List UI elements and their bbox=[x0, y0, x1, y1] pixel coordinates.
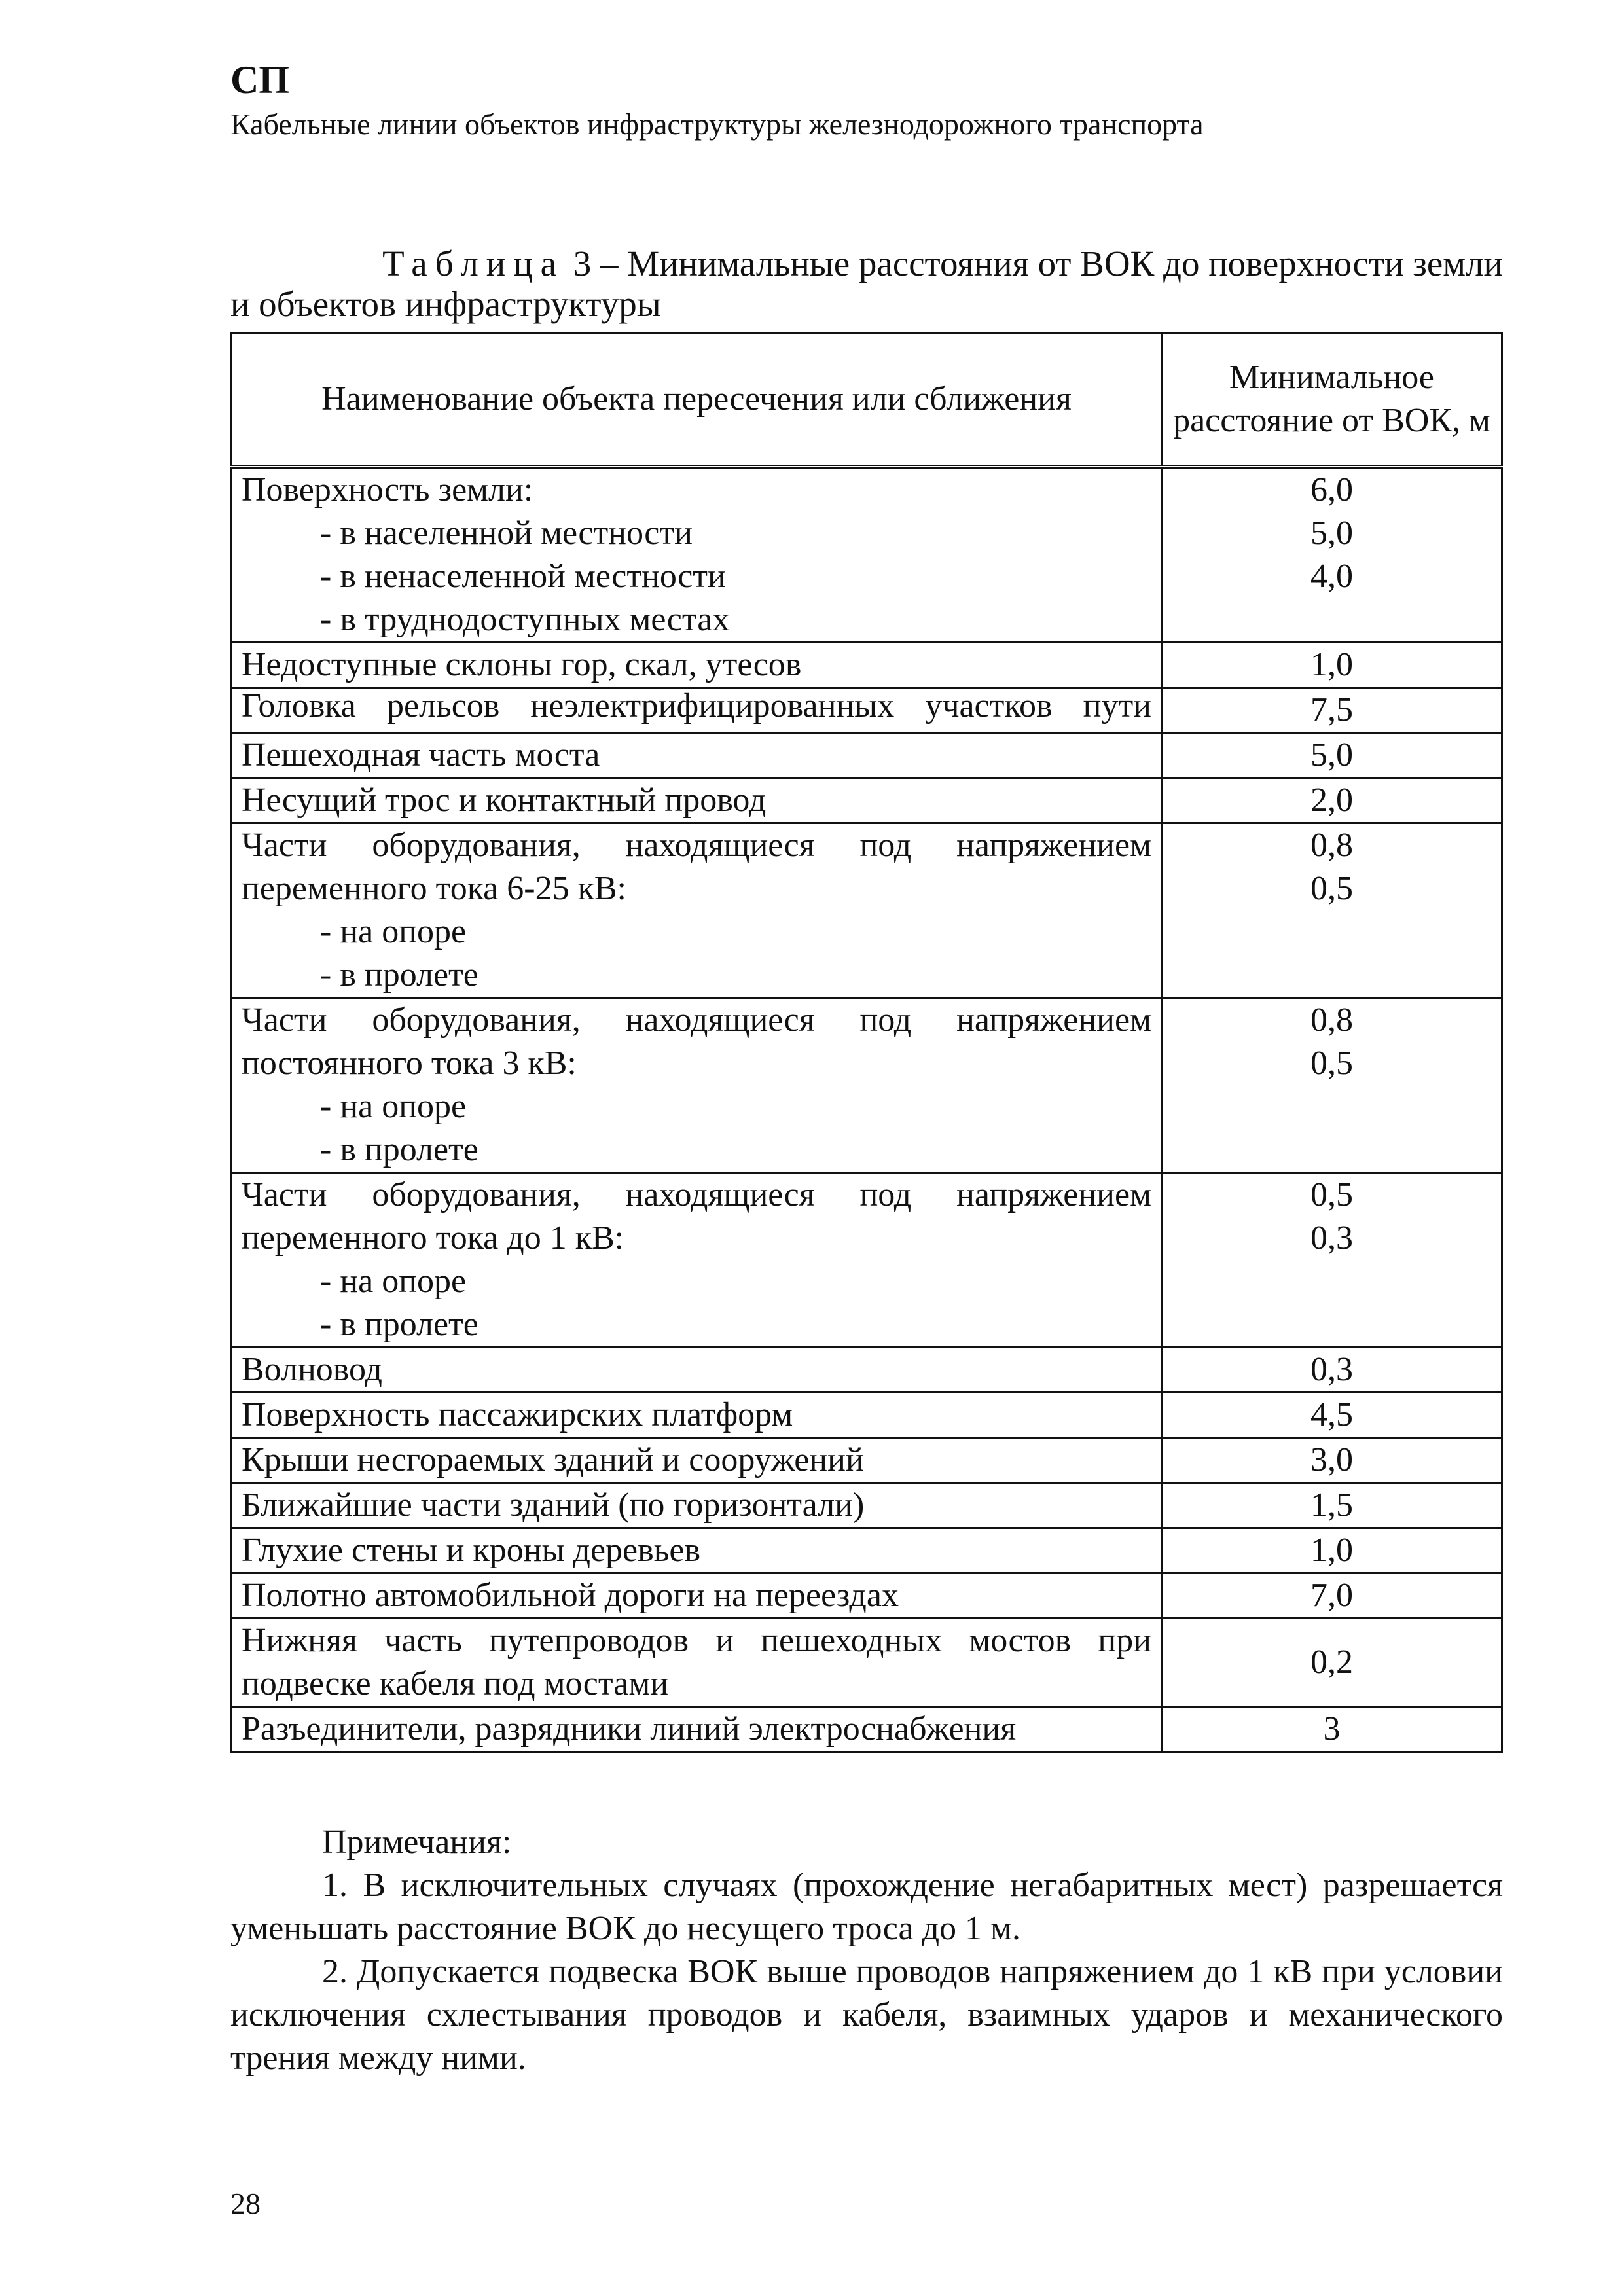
row-name: Крыши несгораемых зданий и сооружений bbox=[232, 1438, 1162, 1483]
row-name: Части оборудования, находящиеся под напряжением переменного тока 6-25 кВ: - на опоре - в пролете bbox=[232, 823, 1162, 998]
table-caption-label: Таблица bbox=[382, 243, 565, 283]
row-name: Недоступные склоны гор, скал, утесов bbox=[232, 643, 1162, 688]
table-row bbox=[232, 1393, 1502, 1438]
table-row bbox=[232, 823, 1502, 998]
row-value bbox=[1162, 823, 1502, 998]
row-name: Поверхность земли: - в населенной местности - в ненаселенной местности - в труднодоступных местах bbox=[232, 467, 1162, 643]
row-name: Волновод bbox=[232, 1348, 1162, 1393]
row-name: Полотно автомобильной дороги на переездах bbox=[232, 1573, 1162, 1619]
row-name: Головка рельсов неэлектрифицированных участков пути bbox=[232, 688, 1162, 733]
row-name: Поверхность пассажирских платформ bbox=[232, 1393, 1162, 1438]
table-row bbox=[232, 1483, 1502, 1528]
header-name: Наименование объекта пересечения или сближения bbox=[232, 333, 1162, 467]
row-sub-name: - в населенной местности bbox=[320, 514, 693, 552]
table-row bbox=[232, 643, 1502, 688]
row-value bbox=[1162, 1173, 1502, 1348]
header-value: Минимальное расстояние от ВОК, м bbox=[1162, 333, 1502, 467]
row-sub-value: 0,3 bbox=[1310, 1219, 1353, 1257]
table-row bbox=[232, 1573, 1502, 1619]
table-row bbox=[232, 733, 1502, 778]
row-sub-value: 0,5 bbox=[1310, 1045, 1353, 1082]
row-value: 4,5 bbox=[1162, 1393, 1502, 1438]
document-code: СП bbox=[230, 58, 289, 101]
row-sub-value: 0,5 bbox=[1310, 1176, 1353, 1213]
row-value: 7,0 bbox=[1162, 1573, 1502, 1619]
row-value: 1,0 bbox=[1162, 1528, 1502, 1573]
row-value: 7,5 bbox=[1162, 688, 1502, 733]
row-name: Ближайшие части зданий (по горизонтали) bbox=[232, 1483, 1162, 1528]
row-value: 1,5 bbox=[1162, 1483, 1502, 1528]
row-sub-value: 5,0 bbox=[1310, 514, 1353, 552]
row-value bbox=[1162, 998, 1502, 1173]
row-value: 3 bbox=[1162, 1707, 1502, 1752]
row-name: Разъединители, разрядники линий электроснабжения bbox=[232, 1707, 1162, 1752]
row-sub-name: - в пролете bbox=[320, 1306, 478, 1343]
row-value: 2,0 bbox=[1162, 778, 1502, 823]
row-sub-value: 4,0 bbox=[1310, 558, 1353, 595]
row-name: Пешеходная часть моста bbox=[232, 733, 1162, 778]
document-subtitle: Кабельные линии объектов инфраструктуры железнодорожного транспорта bbox=[230, 107, 1204, 141]
table-caption-line1 bbox=[230, 243, 1503, 284]
table-row bbox=[232, 1528, 1502, 1573]
row-value: 1,0 bbox=[1162, 643, 1502, 688]
table-caption bbox=[230, 243, 1503, 325]
row-sub-value: 6,0 bbox=[1310, 471, 1353, 509]
table-row bbox=[232, 688, 1502, 733]
table-row bbox=[232, 1173, 1502, 1348]
row-value: 0,2 bbox=[1162, 1619, 1502, 1707]
table-header-row bbox=[232, 333, 1502, 467]
table-row bbox=[232, 1438, 1502, 1483]
row-sub-name: - в труднодоступных местах bbox=[320, 601, 730, 638]
row-name: Несущий трос и контактный провод bbox=[232, 778, 1162, 823]
table-caption-text: 3 – Минимальные расстояния от ВОК до поверхности земли bbox=[573, 243, 1503, 283]
table-row bbox=[232, 1348, 1502, 1393]
table-row bbox=[232, 1707, 1502, 1752]
row-value: 3,0 bbox=[1162, 1438, 1502, 1483]
notes-section bbox=[230, 1821, 1503, 2080]
row-value bbox=[1162, 467, 1502, 643]
distances-table bbox=[230, 332, 1503, 1753]
row-name: Нижняя часть путепроводов и пешеходных мостов при подвеске кабеля под мостами bbox=[232, 1619, 1162, 1707]
row-sub-value: 0,5 bbox=[1310, 870, 1353, 907]
note-item: 2. Допускается подвеска ВОК выше проводов напряжением до 1 кВ при условии исключения схлестывания проводов и кабеля, взаимных ударов и механического трения между ними. bbox=[230, 1953, 1503, 2077]
row-sub-name: - в ненаселенной местности bbox=[320, 558, 726, 595]
table-row bbox=[232, 1619, 1502, 1707]
notes-title: Примечания: bbox=[322, 1823, 512, 1861]
table-caption-line2: и объектов инфраструктуры bbox=[230, 284, 661, 325]
row-name: Части оборудования, находящиеся под напряжением постоянного тока 3 кВ: - на опоре - в пролете bbox=[232, 998, 1162, 1173]
table-row bbox=[232, 778, 1502, 823]
row-value: 5,0 bbox=[1162, 733, 1502, 778]
table-row bbox=[232, 998, 1502, 1173]
row-name: Глухие стены и кроны деревьев bbox=[232, 1528, 1162, 1573]
row-sub-value: 0,8 bbox=[1310, 1001, 1353, 1039]
row-sub-name: - на опоре bbox=[320, 913, 467, 950]
page-number: 28 bbox=[230, 2187, 261, 2220]
row-value: 0,3 bbox=[1162, 1348, 1502, 1393]
row-sub-name: - на опоре bbox=[320, 1088, 467, 1125]
row-sub-value: 0,8 bbox=[1310, 827, 1353, 864]
row-sub-name: - в пролете bbox=[320, 1131, 478, 1168]
table-row bbox=[232, 467, 1502, 643]
row-sub-name: - в пролете bbox=[320, 956, 478, 994]
note-item: 1. В исключительных случаях (прохождение негабаритных мест) разрешается уменьшать расстояние ВОК до несущего троса до 1 м. bbox=[230, 1867, 1503, 1947]
row-name: Части оборудования, находящиеся под напряжением переменного тока до 1 кВ: - на опоре - в пролете bbox=[232, 1173, 1162, 1348]
row-sub-name: - на опоре bbox=[320, 1263, 467, 1300]
